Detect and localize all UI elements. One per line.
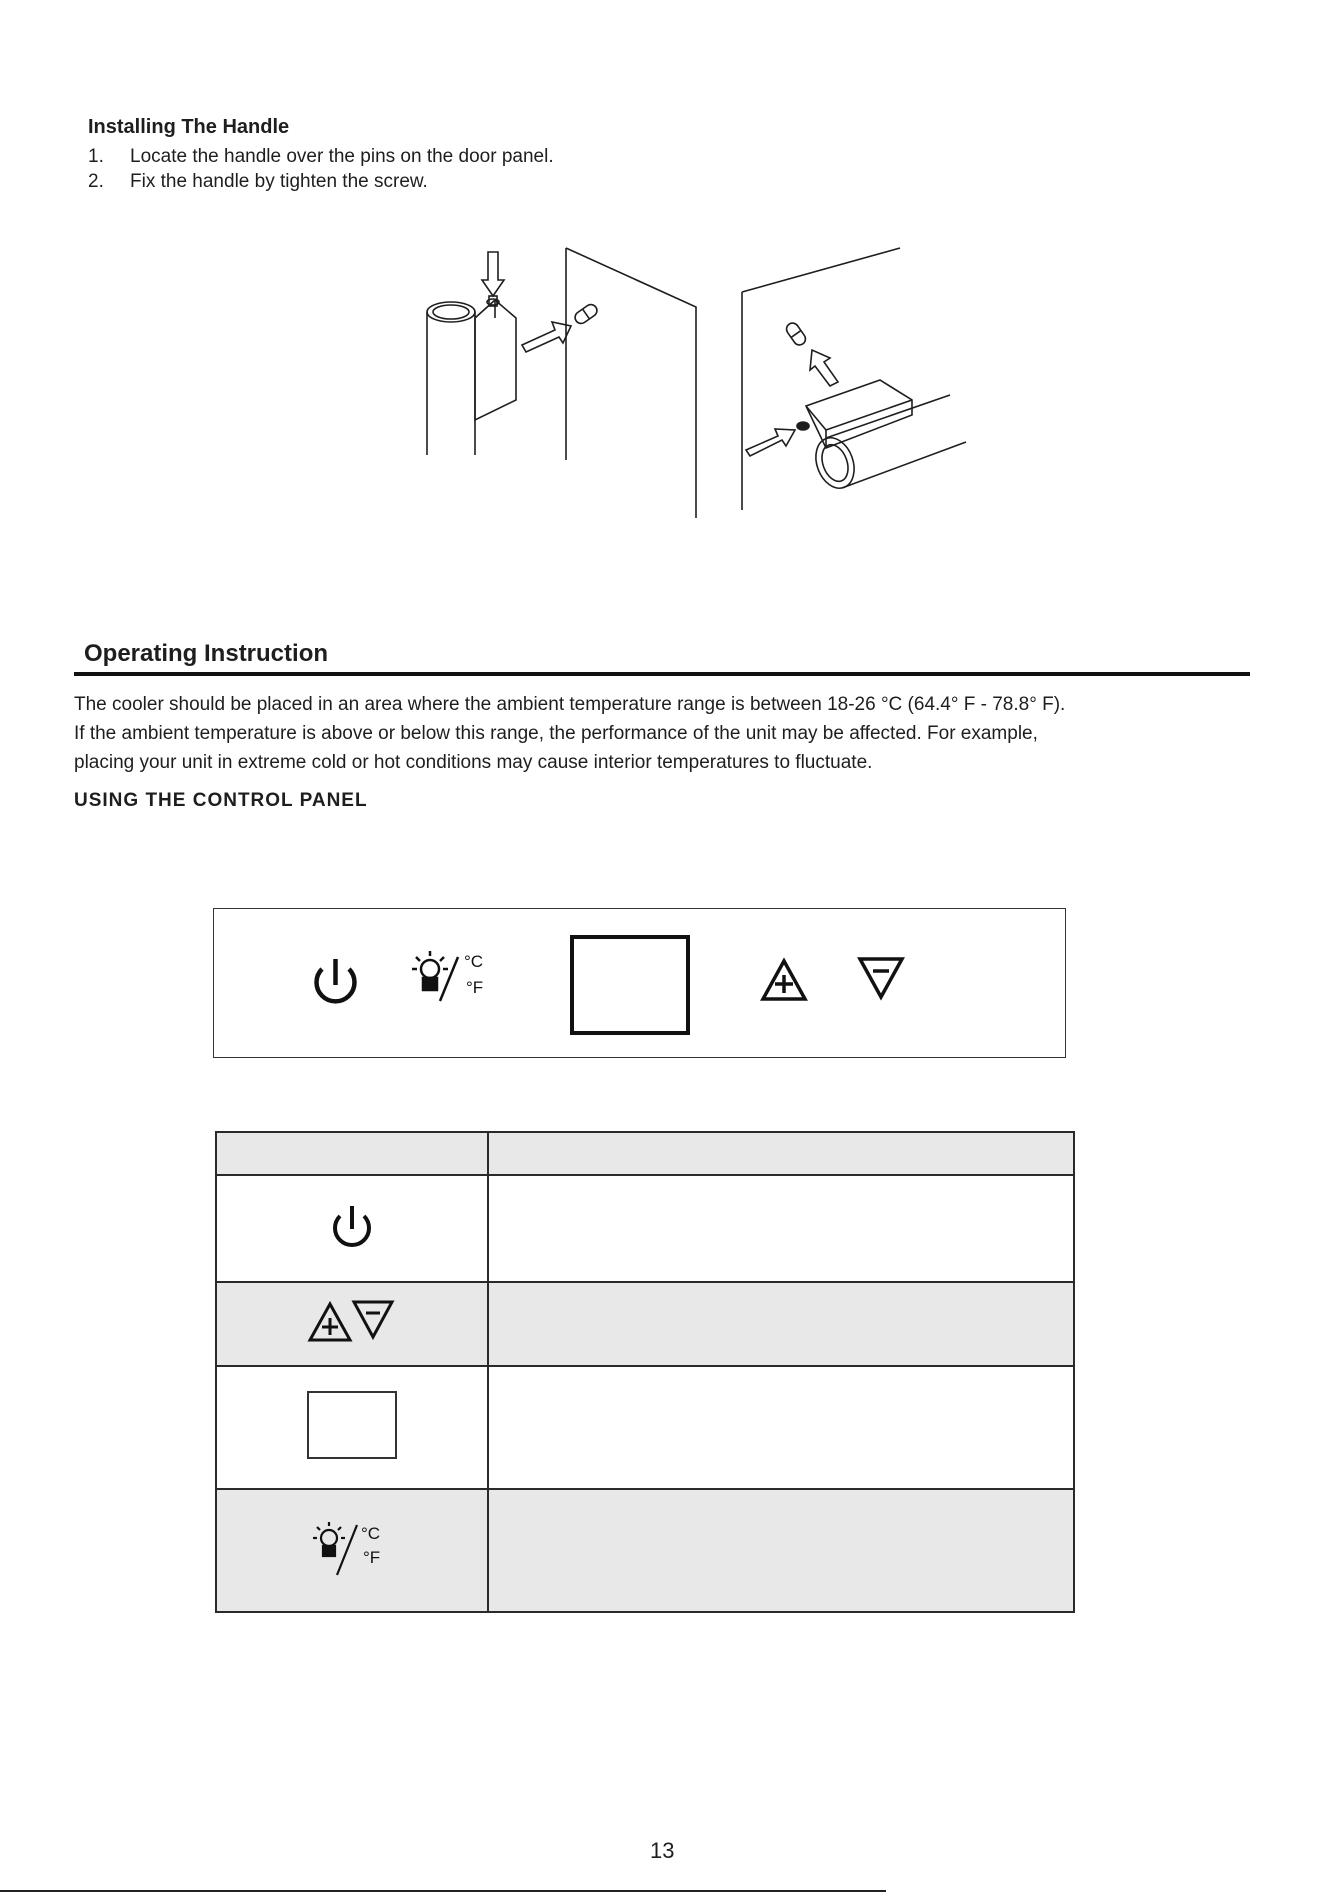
installing-heading: Installing The Handle bbox=[88, 116, 290, 138]
table-row bbox=[216, 1175, 1074, 1282]
unit-fahrenheit-label: °F bbox=[363, 1548, 381, 1567]
section-divider bbox=[74, 672, 1250, 676]
screw-arrow-right bbox=[746, 429, 795, 456]
table-header-row bbox=[216, 1132, 1074, 1175]
power-icon[interactable] bbox=[317, 959, 355, 1001]
control-panel-subheading: USING THE CONTROL PANEL bbox=[74, 790, 368, 811]
screw-right bbox=[797, 422, 809, 430]
description-cell bbox=[488, 1366, 1074, 1489]
install-step-1: 1. Locate the handle over the pins on the door panel. bbox=[88, 146, 554, 167]
unit-celsius-label: °C bbox=[464, 952, 484, 971]
light-icon[interactable] bbox=[412, 951, 458, 1001]
paragraph-line-1: The cooler should be placed in an area where the ambient temperature range is between 18-26 °C (64.4° F - 78.8° F). bbox=[74, 694, 1066, 715]
control-panel bbox=[213, 908, 1066, 1058]
plus-icon[interactable] bbox=[763, 961, 805, 999]
unit-fahrenheit-label: °F bbox=[466, 978, 484, 997]
table-row bbox=[216, 1282, 1074, 1366]
door-pin-left bbox=[573, 302, 600, 326]
description-cell bbox=[488, 1489, 1074, 1612]
table-header-icon-cell bbox=[216, 1132, 488, 1175]
table-row bbox=[216, 1366, 1074, 1489]
unit-celsius-label: °C bbox=[361, 1524, 381, 1543]
pin-arrow-left bbox=[522, 322, 571, 352]
handle-installation-illustration bbox=[0, 0, 1324, 560]
pin-arrow-up bbox=[810, 350, 838, 386]
description-cell bbox=[488, 1175, 1074, 1282]
display-window bbox=[572, 937, 688, 1033]
section-title: Operating Instruction bbox=[84, 640, 329, 667]
control-legend-table bbox=[215, 1131, 1075, 1613]
paragraph-line-2: If the ambient temperature is above or below this range, the performance of the unit may be affected. For example, bbox=[74, 723, 1038, 744]
door-panel-right-top bbox=[742, 248, 900, 292]
display-window bbox=[306, 1390, 398, 1460]
install-step-2: 2. Fix the handle by tighten the screw. bbox=[88, 171, 428, 192]
paragraph-line-3: placing your unit in extreme cold or hot conditions may cause interior temperatures to fluctuate. bbox=[74, 752, 873, 773]
door-pin-right bbox=[784, 321, 808, 348]
table-row bbox=[216, 1489, 1074, 1612]
page-number: 13 bbox=[650, 1838, 675, 1863]
door-panel-outline bbox=[566, 248, 696, 518]
down-arrow bbox=[482, 252, 504, 296]
light-unit-icon bbox=[307, 1513, 397, 1583]
power-icon bbox=[322, 1196, 382, 1256]
table-header-description-cell bbox=[488, 1132, 1074, 1175]
plus-minus-icons bbox=[302, 1292, 402, 1352]
description-cell bbox=[488, 1282, 1074, 1366]
minus-icon[interactable] bbox=[860, 959, 902, 997]
